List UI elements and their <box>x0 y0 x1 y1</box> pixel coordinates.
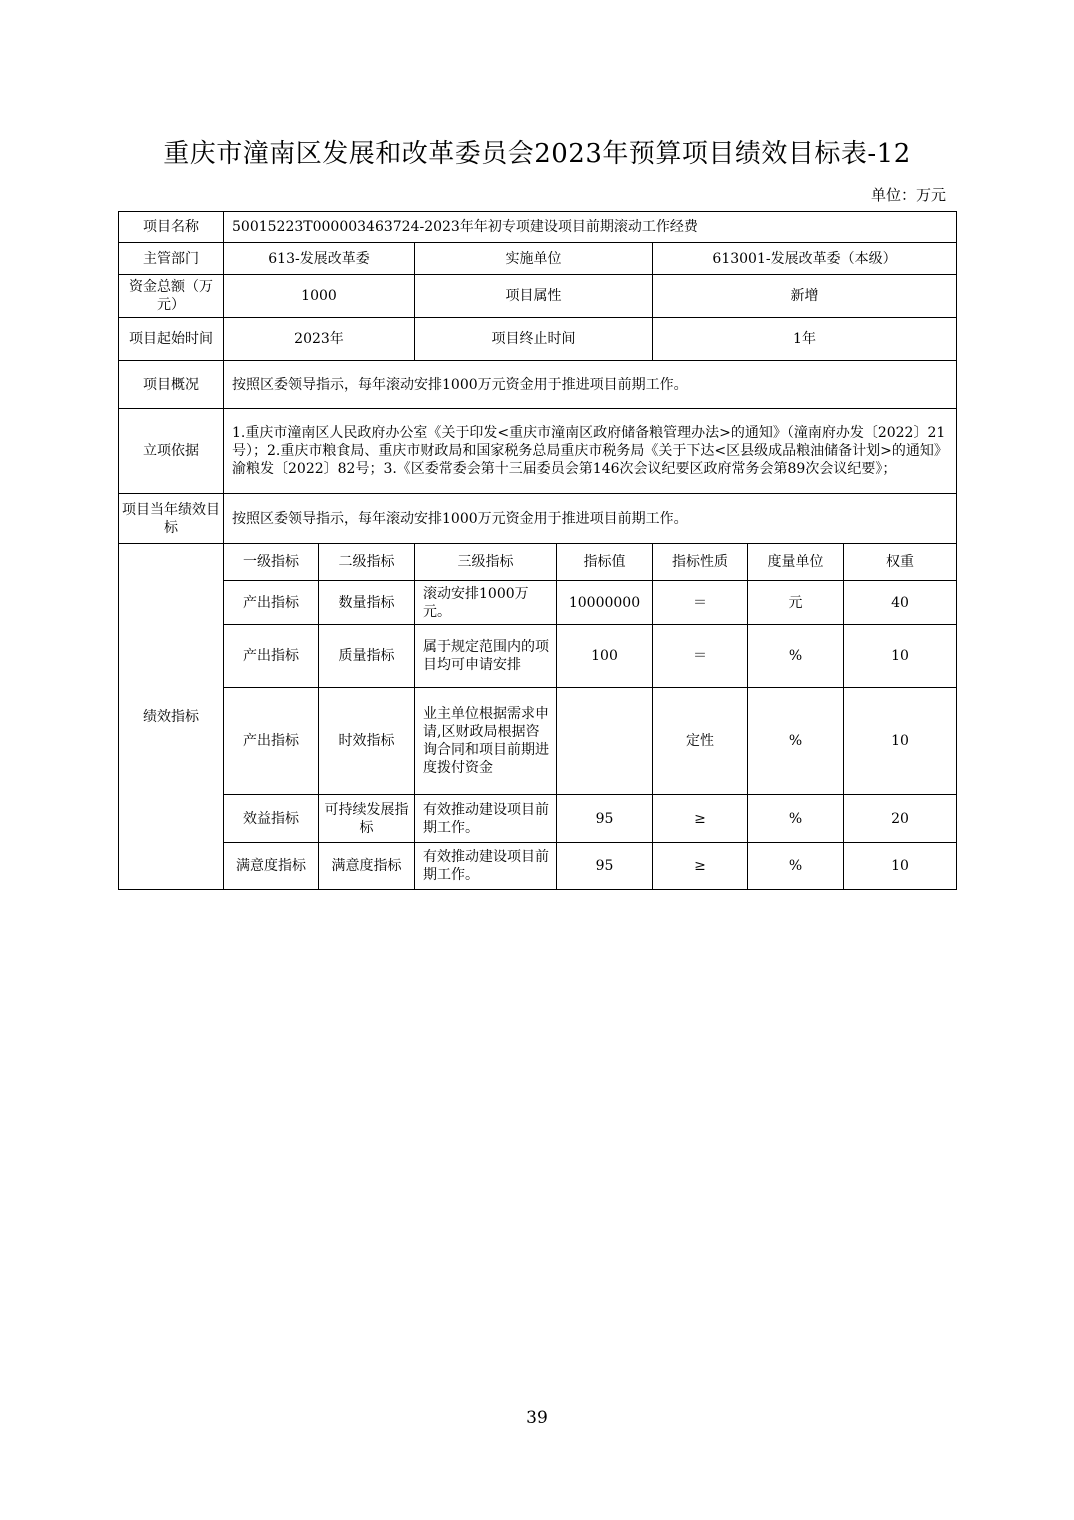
indicator-l3: 滚动安排1000万元。 <box>415 581 557 625</box>
goal-label: 项目当年绩效目标 <box>119 494 224 544</box>
indicator-unit: % <box>748 843 844 890</box>
indicator-weight: 40 <box>844 581 957 625</box>
indicator-l2: 可持续发展指标 <box>319 795 415 843</box>
indicator-l3: 有效推动建设项目前期工作。 <box>415 795 557 843</box>
indicator-l2: 质量指标 <box>319 625 415 688</box>
row-time <box>119 318 957 361</box>
indicator-value: 100 <box>557 625 653 688</box>
indicator-nature: ＝ <box>653 625 748 688</box>
indicator-unit: 元 <box>748 581 844 625</box>
indicator-unit: % <box>748 795 844 843</box>
indicator-nature: ＝ <box>653 581 748 625</box>
indicator-l1: 产出指标 <box>224 688 319 795</box>
overview-label: 项目概况 <box>119 361 224 409</box>
row-fund <box>119 275 957 318</box>
header-cell: 指标值 <box>557 544 653 581</box>
indicator-value: 95 <box>557 843 653 890</box>
row-project-name <box>119 212 957 243</box>
header-cell: 一级指标 <box>224 544 319 581</box>
header-cell: 度量单位 <box>748 544 844 581</box>
start-label: 项目起始时间 <box>119 318 224 361</box>
table-row <box>119 688 957 795</box>
basis-value: 1.重庆市潼南区人民政府办公室《关于印发<重庆市潼南区政府储备粮管理办法>的通知》（潼南府办发〔2022〕21号）；2.重庆市粮食局、重庆市财政局和国家税务总局重庆市税务局《关于下达<区县级成品粮油储备计划>的通知》渝粮发〔2022〕82号；3.《区委常委会第十三届委员会第146次会议纪要区政府常务会第89次会议纪要》； <box>224 409 957 494</box>
goal-value: 按照区委领导指示，每年滚动安排1000万元资金用于推进项目前期工作。 <box>224 494 957 544</box>
indicator-l2: 数量指标 <box>319 581 415 625</box>
indicator-l3: 有效推动建设项目前期工作。 <box>415 843 557 890</box>
attr-value: 新增 <box>653 275 957 318</box>
end-value: 1年 <box>653 318 957 361</box>
indicator-value <box>557 688 653 795</box>
indicator-header-row <box>119 544 957 581</box>
indicator-l2: 时效指标 <box>319 688 415 795</box>
table-row <box>119 581 957 625</box>
table-row <box>119 625 957 688</box>
impl-label: 实施单位 <box>415 243 653 275</box>
row-goal <box>119 494 957 544</box>
fund-value: 1000 <box>224 275 415 318</box>
performance-target-table <box>118 211 957 890</box>
indicator-weight: 20 <box>844 795 957 843</box>
indicator-nature: ≥ <box>653 843 748 890</box>
indicator-value: 95 <box>557 795 653 843</box>
header-cell: 三级指标 <box>415 544 557 581</box>
indicator-l1: 产出指标 <box>224 581 319 625</box>
project-name-value: 50015223T000003463724-2023年年初专项建设项目前期滚动工作经费 <box>224 212 957 243</box>
indicator-nature: 定性 <box>653 688 748 795</box>
project-name-label: 项目名称 <box>119 212 224 243</box>
start-value: 2023年 <box>224 318 415 361</box>
row-department <box>119 243 957 275</box>
dept-label: 主管部门 <box>119 243 224 275</box>
perf-label: 绩效指标 <box>119 544 224 890</box>
row-basis <box>119 409 957 494</box>
indicator-weight: 10 <box>844 625 957 688</box>
row-overview <box>119 361 957 409</box>
page-title: 重庆市潼南区发展和改革委员会2023年预算项目绩效目标表-12 <box>163 139 911 169</box>
impl-value: 613001-发展改革委（本级） <box>653 243 957 275</box>
end-label: 项目终止时间 <box>415 318 653 361</box>
attr-label: 项目属性 <box>415 275 653 318</box>
indicator-unit: % <box>748 625 844 688</box>
indicator-l1: 满意度指标 <box>224 843 319 890</box>
indicator-weight: 10 <box>844 688 957 795</box>
indicator-l1: 产出指标 <box>224 625 319 688</box>
basis-label: 立项依据 <box>119 409 224 494</box>
page-number: 39 <box>526 1408 548 1428</box>
overview-value: 按照区委领导指示，每年滚动安排1000万元资金用于推进项目前期工作。 <box>224 361 957 409</box>
fund-label: 资金总额（万元） <box>119 275 224 318</box>
indicator-l1: 效益指标 <box>224 795 319 843</box>
indicator-unit: % <box>748 688 844 795</box>
indicator-value: 10000000 <box>557 581 653 625</box>
indicator-l3: 业主单位根据需求申请,区财政局根据咨询合同和项目前期进度拨付资金 <box>415 688 557 795</box>
indicator-l3: 属于规定范围内的项目均可申请安排 <box>415 625 557 688</box>
dept-value: 613-发展改革委 <box>224 243 415 275</box>
table-row <box>119 843 957 890</box>
header-cell: 二级指标 <box>319 544 415 581</box>
table-row <box>119 795 957 843</box>
header-cell: 权重 <box>844 544 957 581</box>
unit-label: 单位：万元 <box>870 186 946 204</box>
indicator-l2: 满意度指标 <box>319 843 415 890</box>
indicator-weight: 10 <box>844 843 957 890</box>
indicator-nature: ≥ <box>653 795 748 843</box>
header-cell: 指标性质 <box>653 544 748 581</box>
